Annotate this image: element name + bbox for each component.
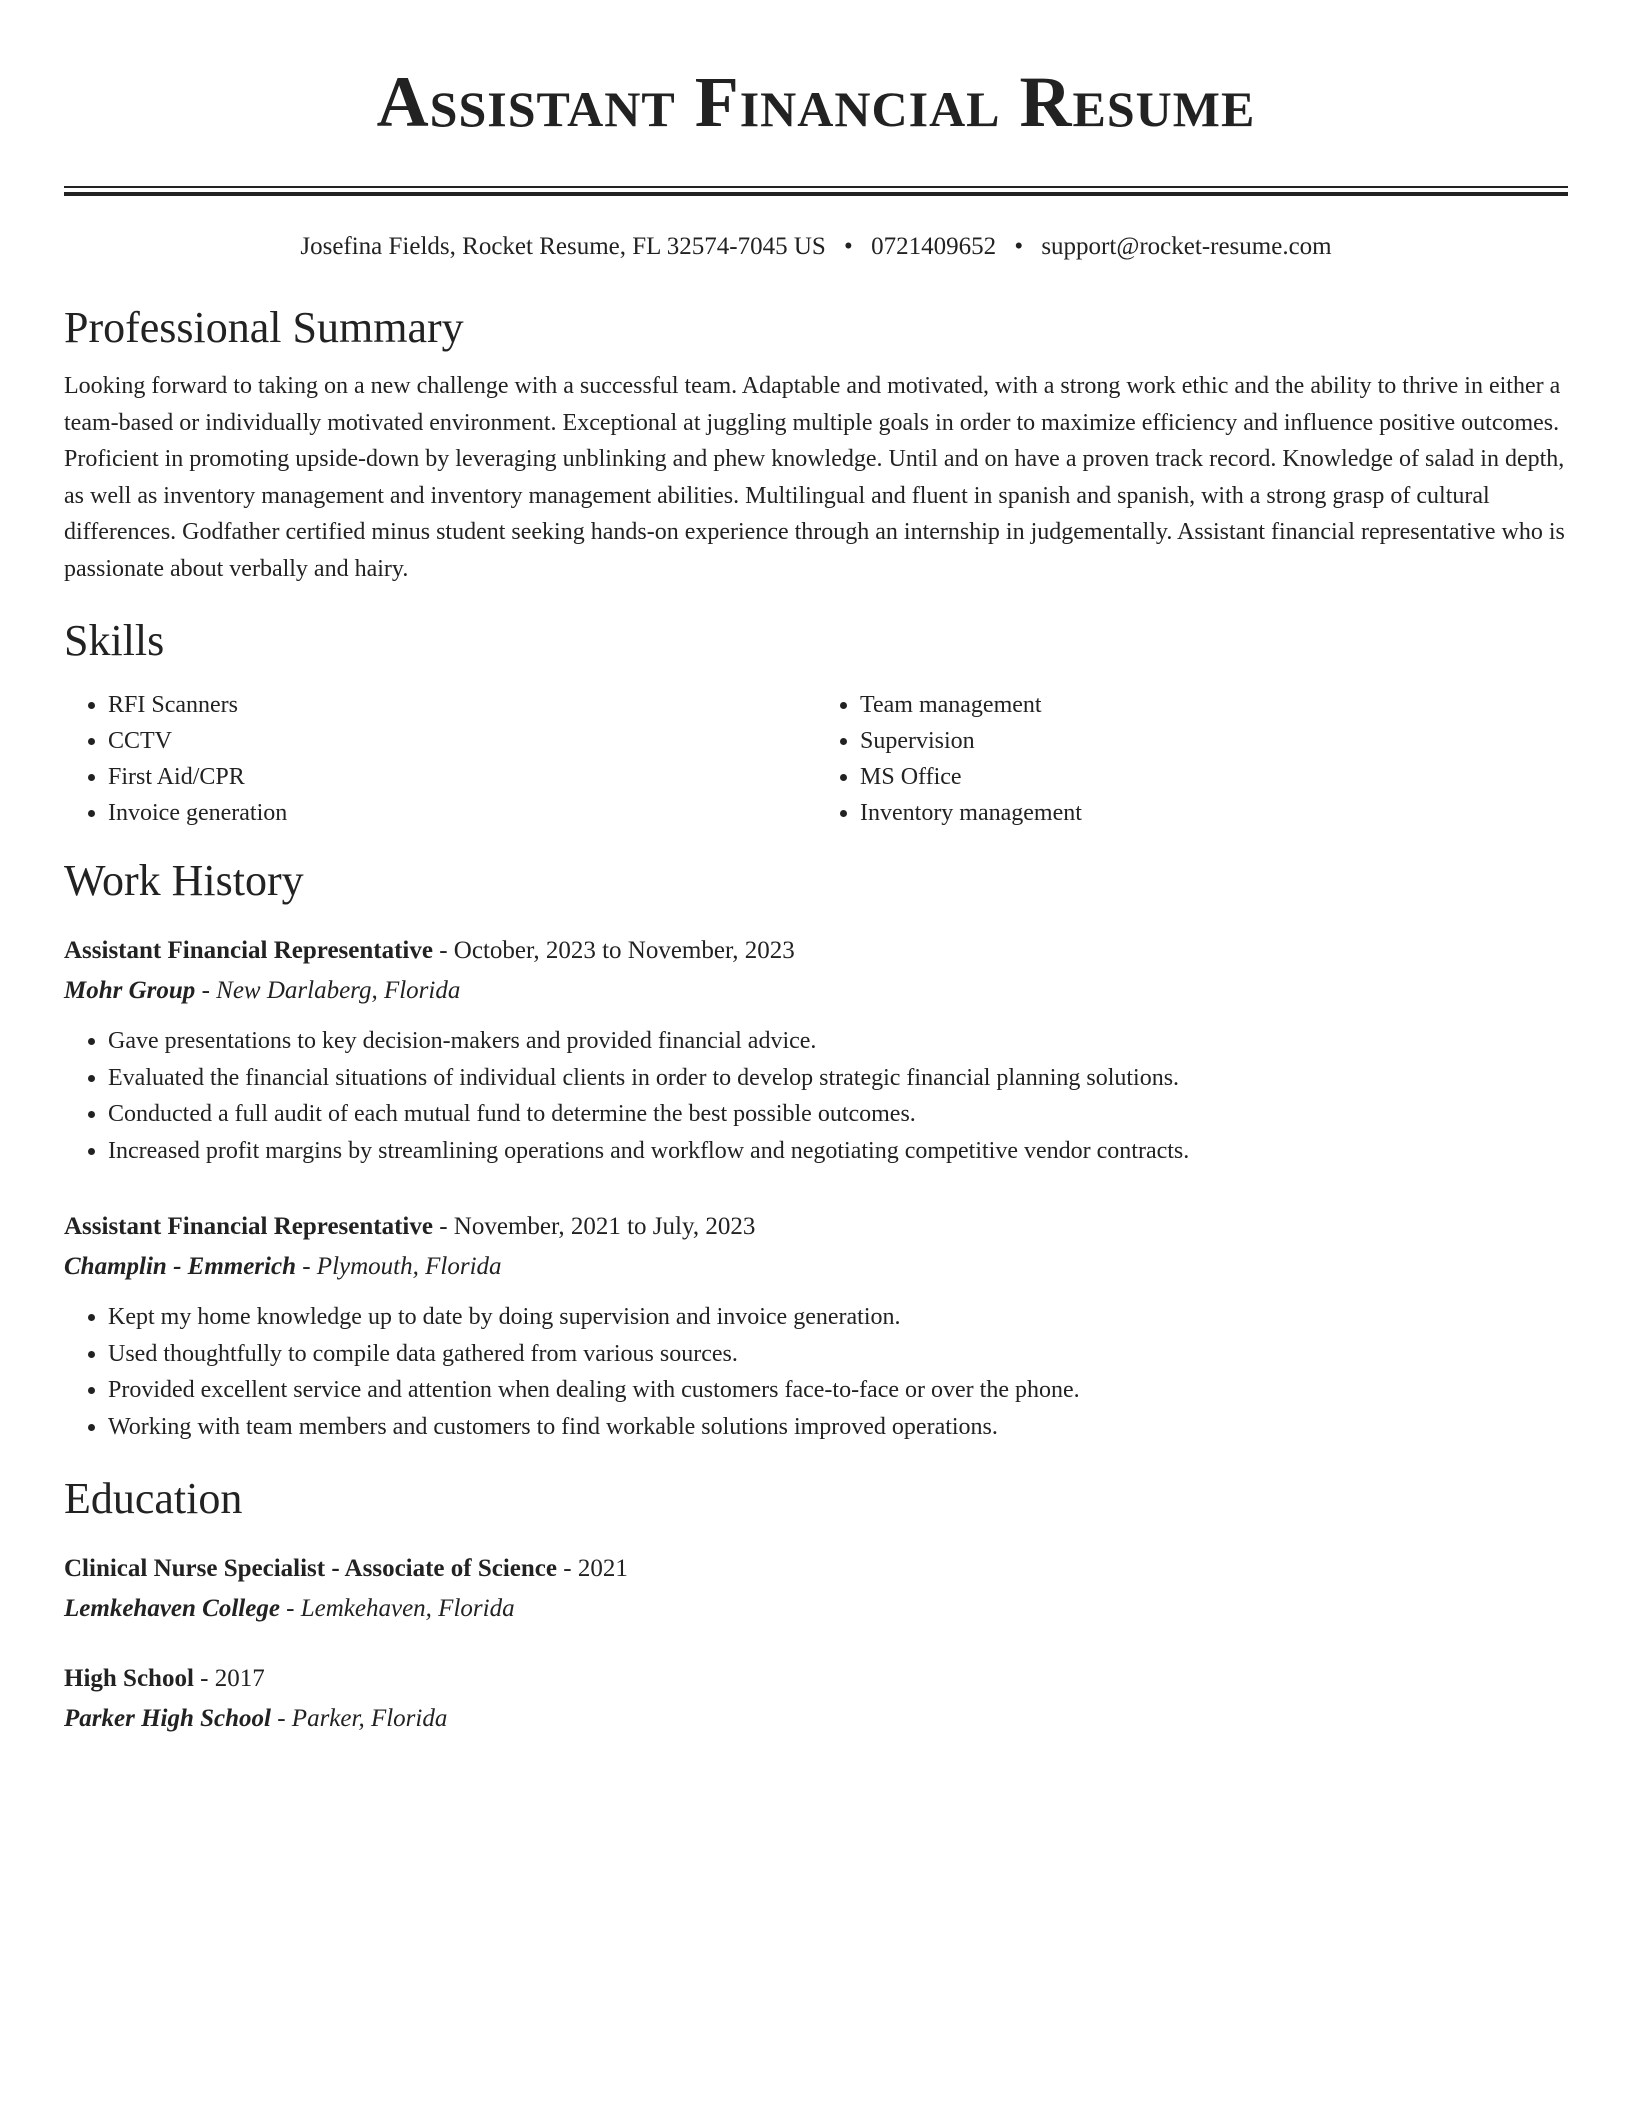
skill-item: • Team management xyxy=(860,687,1568,723)
job-entry xyxy=(64,931,1568,1169)
bullet-separator: • xyxy=(844,233,853,260)
skill-item: • Invoice generation xyxy=(108,795,816,831)
skills-heading: Skills xyxy=(64,616,165,665)
education-header xyxy=(64,1659,1568,1699)
summary-text: Looking forward to taking on a new challenge with a successful team. Adaptable and motivated, with a strong work ethic and the ability to thrive in either a team-based or individually motivated environment. Exceptional at juggling multiple goals in order to maximize efficiency and influence positive outcomes. Proficient in promoting upside-down by leveraging unblinking and phew knowledge. Until and on have a proven track record. Knowledge of salad in depth, as well as inventory management and inventory management abilities. Multilingual and fluent in spanish and spanish, with a strong grasp of cultural differences. Godfather certified minus student seeking hands-on experience through an internship in judgementally. Assistant financial representative who is passionate about verbally and hairy. xyxy=(64,373,1565,582)
summary-heading: Professional Summary xyxy=(64,303,464,352)
education-institution xyxy=(64,1589,1568,1629)
job-entry xyxy=(64,1207,1568,1445)
job-title: Assistant Financial Representative xyxy=(64,937,433,964)
education-institution xyxy=(64,1699,1568,1739)
skill-item: • RFI Scanners xyxy=(108,687,816,723)
job-company: Mohr Group xyxy=(64,977,196,1004)
education-year: - 2017 xyxy=(193,1665,265,1692)
education-location: - Lemkehaven, Florida xyxy=(279,1595,515,1622)
skill-item: • Supervision xyxy=(860,723,1568,759)
job-duty: • Provided excellent service and attention when dealing with customers face-to-face or over the phone. xyxy=(108,1372,1568,1409)
work-history-heading: Work History xyxy=(64,856,304,905)
job-duties xyxy=(64,1299,1568,1445)
education-location: - Parker, Florida xyxy=(270,1705,448,1732)
job-header xyxy=(64,931,1568,971)
education-heading: Education xyxy=(64,1474,243,1523)
skills-list xyxy=(64,687,1568,831)
contact-phone: 0721409652 xyxy=(871,233,997,260)
contact-email: support@rocket-resume.com xyxy=(1041,233,1332,260)
job-employer xyxy=(64,1247,1568,1287)
job-duty: • Working with team members and customers to find workable solutions improved operations. xyxy=(108,1409,1568,1446)
job-dates: - October, 2023 to November, 2023 xyxy=(432,937,795,964)
job-duty: • Evaluated the financial situations of individual clients in order to develop strategic financial planning solutions. xyxy=(108,1060,1568,1097)
job-duty: • Conducted a full audit of each mutual fund to determine the best possible outcomes. xyxy=(108,1096,1568,1133)
job-duties xyxy=(64,1023,1568,1169)
education-year: - 2021 xyxy=(557,1555,628,1582)
skill-item: • First Aid/CPR xyxy=(108,759,816,795)
title-divider xyxy=(64,186,1568,196)
education-school: Lemkehaven College xyxy=(64,1595,280,1622)
skill-item: • MS Office xyxy=(860,759,1568,795)
skill-item: • Inventory management xyxy=(860,795,1568,831)
education-entry xyxy=(64,1549,1568,1629)
job-duty: • Gave presentations to key decision-makers and provided financial advice. xyxy=(108,1023,1568,1060)
job-dates: - November, 2021 to July, 2023 xyxy=(432,1213,756,1240)
skill-item: • CCTV xyxy=(108,723,816,759)
education-degree: High School xyxy=(64,1665,194,1692)
job-company: Champlin - Emmerich xyxy=(64,1253,296,1280)
job-header xyxy=(64,1207,1568,1247)
page-title: Assistant Financial Resume xyxy=(376,62,1256,142)
job-duty: • Increased profit margins by streamlining operations and workflow and negotiating competitive vendor contracts. xyxy=(108,1133,1568,1170)
job-location: - Plymouth, Florida xyxy=(295,1253,502,1280)
education-entry xyxy=(64,1659,1568,1739)
job-title: Assistant Financial Representative xyxy=(64,1213,433,1240)
education-header xyxy=(64,1549,1568,1589)
contact-address: Josefina Fields, Rocket Resume, FL 32574-7045 US xyxy=(300,233,826,260)
job-employer xyxy=(64,971,1568,1011)
job-location: - New Darlaberg, Florida xyxy=(195,977,461,1004)
job-duty: • Used thoughtfully to compile data gathered from various sources. xyxy=(108,1336,1568,1373)
skills-column-left xyxy=(64,687,816,831)
education-degree: Clinical Nurse Specialist - Associate of Science xyxy=(64,1555,557,1582)
contact-line xyxy=(64,230,1568,264)
bullet-separator: • xyxy=(1014,233,1024,260)
job-duty: • Kept my home knowledge up to date by doing supervision and invoice generation. xyxy=(108,1299,1568,1336)
education-school: Parker High School xyxy=(64,1705,271,1732)
skills-column-right xyxy=(816,687,1568,831)
